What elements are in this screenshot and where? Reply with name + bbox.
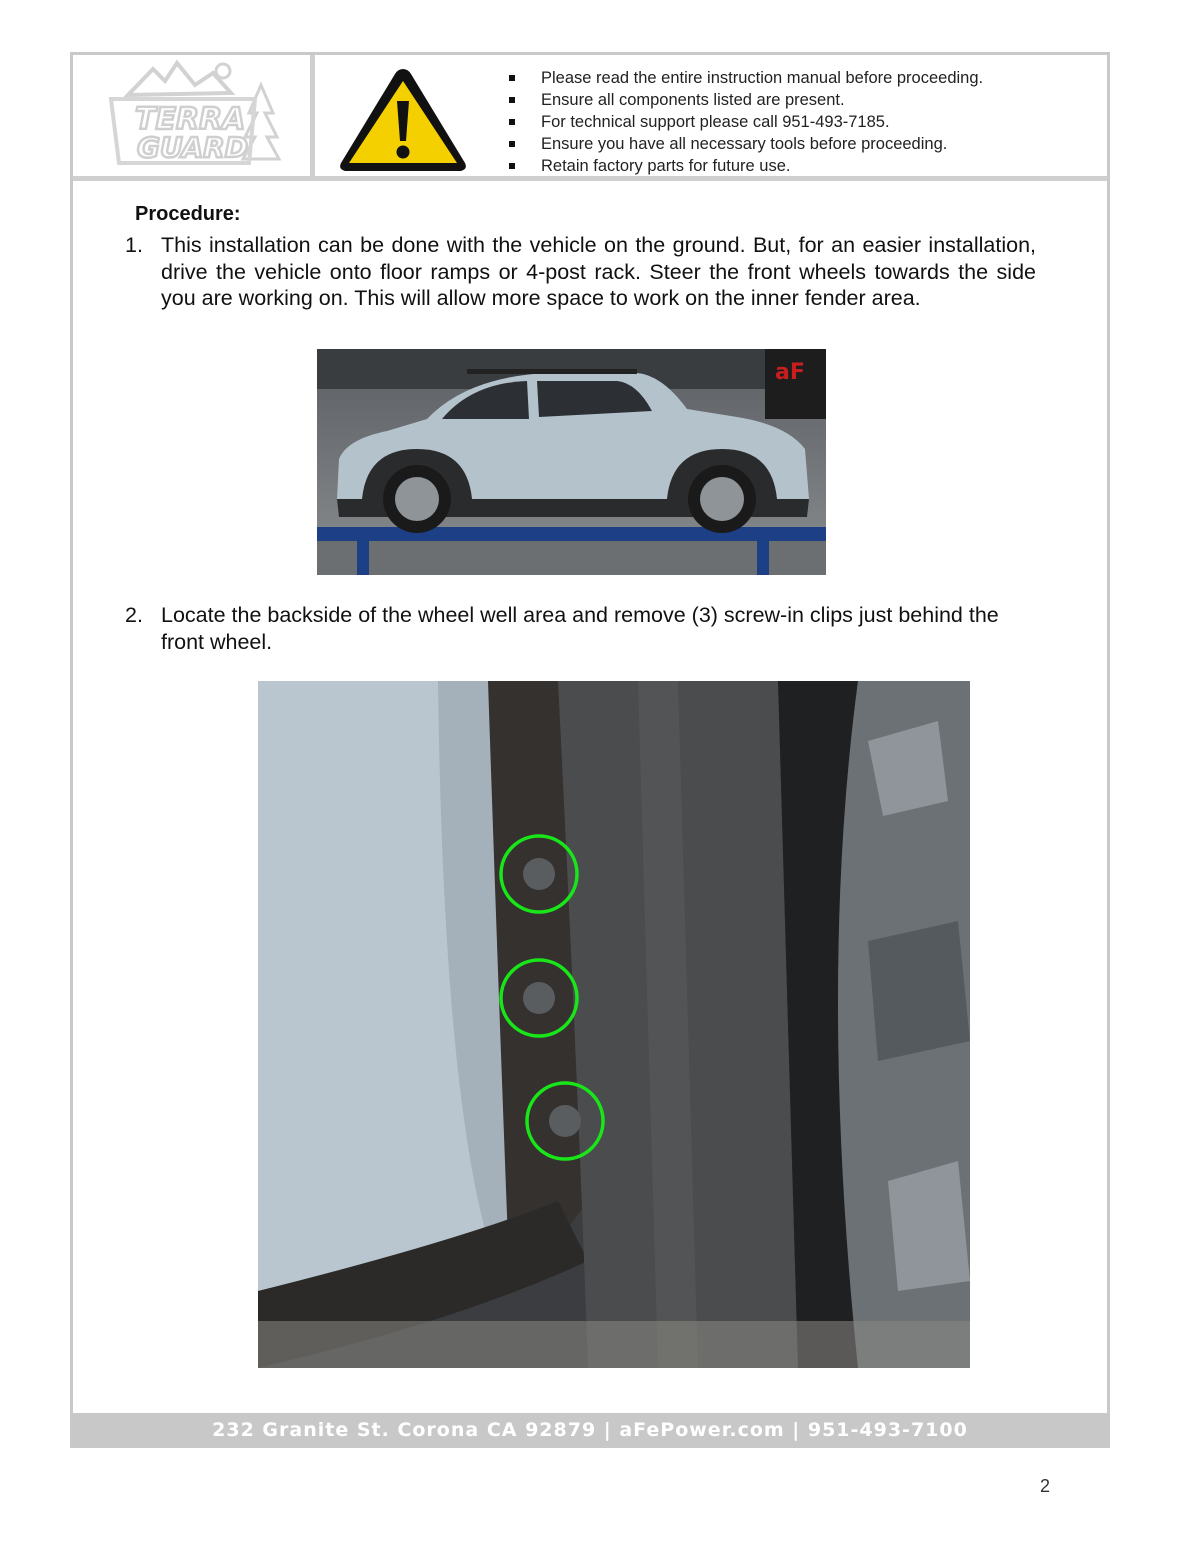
header-table xyxy=(73,55,1107,181)
vehicle-on-rack-photo xyxy=(317,349,826,575)
note-item: Ensure all components listed are present. xyxy=(503,89,983,111)
logo-text-guard: GUARD xyxy=(137,131,248,164)
step-text: This installation can be done with the vehicle on the ground. But, for an easier installation, drive the vehicle onto floor ramps or 4-post rack. Steer the front wheels towards the side you are working on. This will allow more space to work on the inner fender area. xyxy=(161,233,1036,310)
footer-contact-text: 232 Granite St. Corona CA 92879 | aFePower.com | 951-493-7100 xyxy=(212,1419,968,1441)
warning-notes-list xyxy=(503,67,983,177)
note-item: Retain factory parts for future use. xyxy=(503,155,983,177)
step-number: 1. xyxy=(125,233,143,257)
step-text: Locate the backside of the wheel well area and remove (3) screw-in clips just behind the front wheel. xyxy=(161,603,999,654)
note-item: Please read the entire instruction manual before proceeding. xyxy=(503,67,983,89)
procedure-title: Procedure: xyxy=(135,203,241,225)
page-frame xyxy=(70,52,1110,1448)
svg-text:aF: aF xyxy=(775,360,805,385)
procedure-step-1 xyxy=(125,232,1036,312)
page-number: 2 xyxy=(1040,1476,1051,1496)
warning-triangle-icon xyxy=(333,63,473,175)
wheel-well-clips-photo xyxy=(258,681,970,1368)
note-item: For technical support please call 951-493-7185. xyxy=(503,111,983,133)
warning-icon-cell xyxy=(333,63,473,175)
step-number: 2. xyxy=(125,603,143,627)
logo-cell xyxy=(73,55,315,176)
note-item: Ensure you have all necessary tools before proceeding. xyxy=(503,133,983,155)
logo-text-terra: TERRA xyxy=(135,102,246,137)
procedure-step-2 xyxy=(125,602,1041,655)
terra-guard-logo xyxy=(73,55,310,176)
